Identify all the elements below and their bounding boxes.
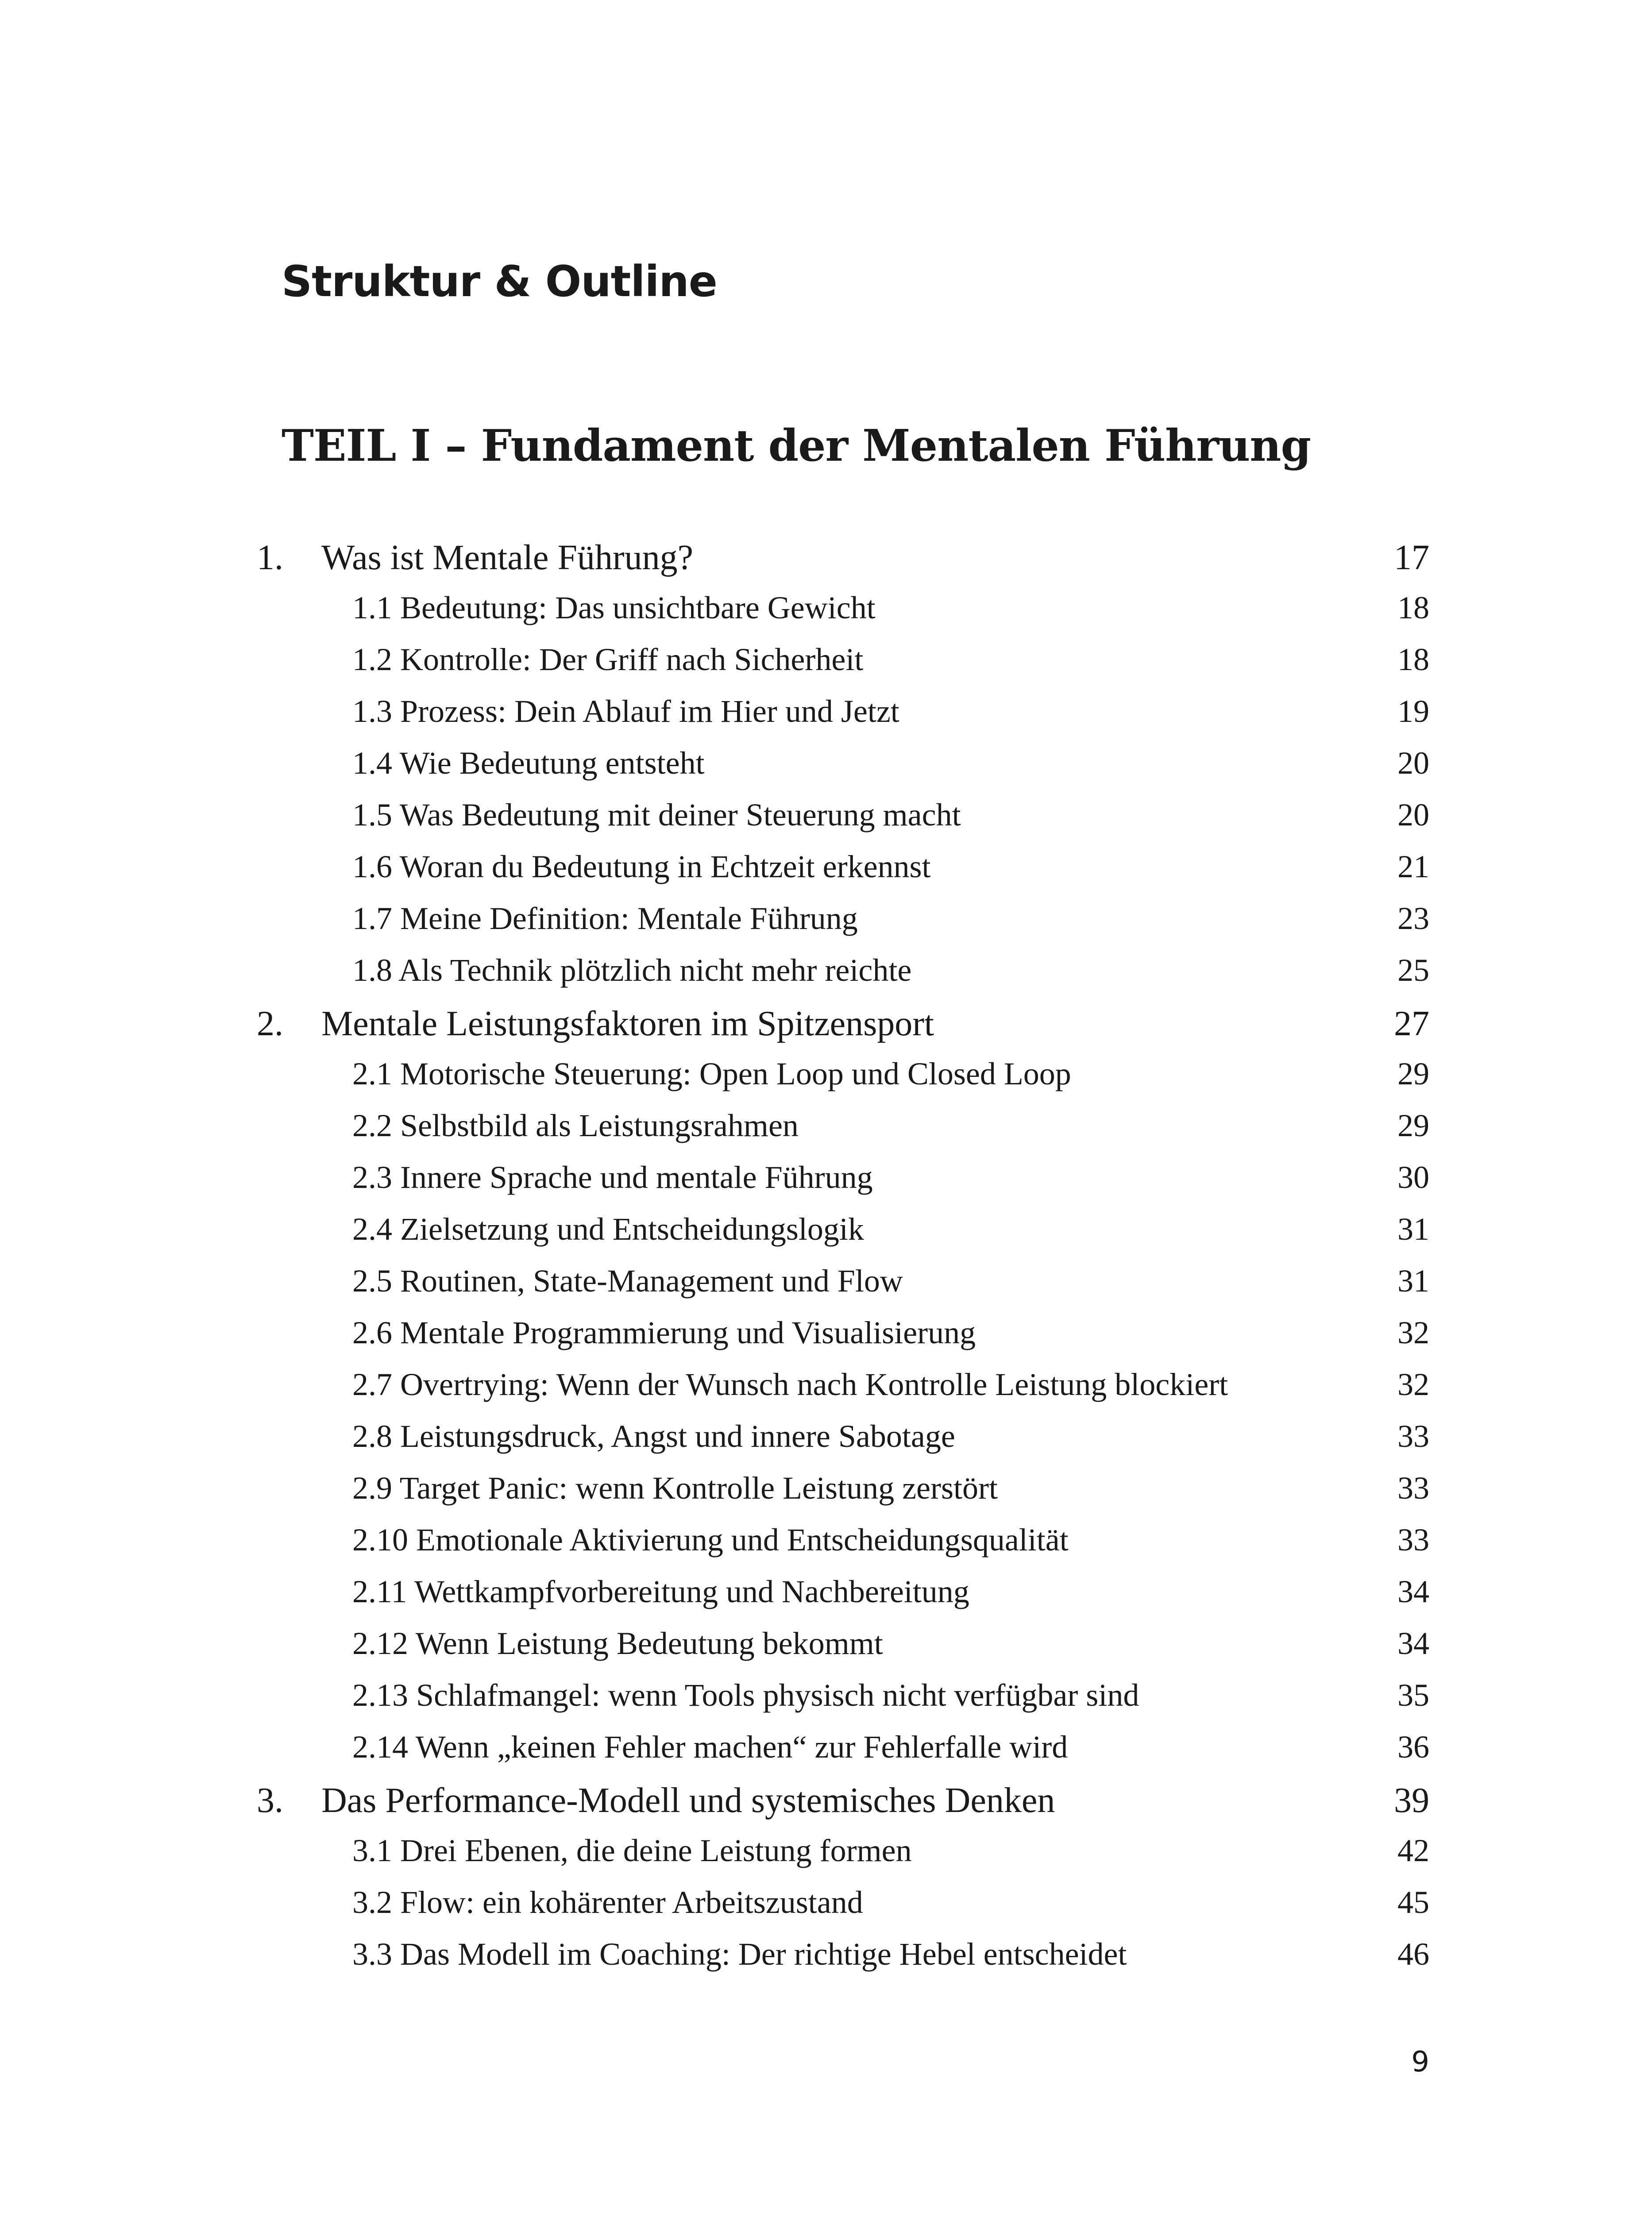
toc-entry-title: 3.1 Drei Ebenen, die deine Leistung formen (352, 1833, 912, 1868)
toc-entry-title: 2.14 Wenn „keinen Fehler machen“ zur Fehlerfalle wird (352, 1729, 1068, 1765)
toc-page-number: 18 (1397, 590, 1429, 625)
toc-section-entry (0, 1884, 1652, 1935)
toc-section-entry (0, 1211, 1652, 1262)
toc-entry-title: 2.9 Target Panic: wenn Kontrolle Leistung zerstört (352, 1470, 998, 1506)
toc-section-entry (0, 1832, 1652, 1883)
toc-section-entry (0, 1470, 1652, 1521)
page-heading: Struktur & Outline (282, 257, 717, 306)
toc-chapter-number: 3. (257, 1781, 283, 1820)
toc-entry-title: Was ist Mentale Führung? (321, 538, 694, 577)
toc-entry-title: 2.4 Zielsetzung und Entscheidungslogik (352, 1211, 864, 1247)
toc-chapter-entry (0, 538, 1652, 589)
toc-page-number: 29 (1397, 1056, 1429, 1091)
toc-page-number: 33 (1397, 1522, 1429, 1558)
toc-chapter-number: 2. (257, 1004, 283, 1043)
toc-chapter-entry (0, 1781, 1652, 1831)
toc-entry-title: 2.12 Wenn Leistung Bedeutung bekommt (352, 1626, 883, 1661)
toc-section-entry (0, 1107, 1652, 1158)
toc-page-number: 20 (1397, 797, 1429, 833)
toc-section-entry (0, 693, 1652, 744)
toc-entry-title: 2.11 Wettkampfvorbereitung und Nachbereitung (352, 1574, 969, 1609)
toc-page-number: 39 (1394, 1781, 1429, 1820)
toc-section-entry (0, 797, 1652, 848)
toc-page-number: 25 (1397, 952, 1429, 988)
toc-entry-title: 3.3 Das Modell im Coaching: Der richtige Hebel entscheidet (352, 1936, 1127, 1972)
toc-entry-title: 1.8 Als Technik plötzlich nicht mehr reichte (352, 952, 912, 988)
page-number: 9 (1411, 2046, 1429, 2078)
toc-page-number: 19 (1397, 694, 1429, 729)
toc-page-number: 30 (1397, 1160, 1429, 1195)
toc-page-number: 23 (1397, 901, 1429, 936)
toc-section-entry (0, 745, 1652, 796)
toc-page-number: 34 (1397, 1574, 1429, 1609)
toc-page-number: 42 (1397, 1833, 1429, 1868)
toc-entry-title: 2.10 Emotionale Aktivierung und Entscheidungsqualität (352, 1522, 1069, 1558)
toc-entry-title: 2.8 Leistungsdruck, Angst und innere Sabotage (352, 1419, 955, 1454)
toc-section-entry (0, 1573, 1652, 1624)
toc-page-number: 32 (1397, 1315, 1429, 1350)
toc-entry-title: 2.3 Innere Sprache und mentale Führung (352, 1160, 873, 1195)
toc-section-entry (0, 900, 1652, 951)
toc-entry-title: 1.7 Meine Definition: Mentale Führung (352, 901, 858, 936)
toc-section-entry (0, 848, 1652, 899)
toc-entry-title: 2.1 Motorische Steuerung: Open Loop und Closed Loop (352, 1056, 1071, 1091)
toc-section-entry (0, 1159, 1652, 1210)
toc-entry-title: 2.7 Overtrying: Wenn der Wunsch nach Kontrolle Leistung blockiert (352, 1367, 1228, 1402)
toc-section-entry (0, 952, 1652, 1003)
toc-entry-title: 2.6 Mentale Programmierung und Visualisierung (352, 1315, 976, 1350)
toc-page-number: 34 (1397, 1626, 1429, 1661)
toc-entry-title: 3.2 Flow: ein kohärenter Arbeitszustand (352, 1885, 863, 1920)
toc-section-entry (0, 1936, 1652, 1987)
toc-section-entry (0, 1366, 1652, 1417)
toc-entry-title: 2.13 Schlafmangel: wenn Tools physisch nicht verfügbar sind (352, 1677, 1139, 1713)
toc-section-entry (0, 590, 1652, 640)
toc-page-number: 45 (1397, 1885, 1429, 1920)
toc-section-entry (0, 1263, 1652, 1314)
toc-section-entry (0, 1056, 1652, 1106)
toc-entry-title: 1.5 Was Bedeutung mit deiner Steuerung macht (352, 797, 961, 833)
toc-entry-title: 2.2 Selbstbild als Leistungsrahmen (352, 1108, 799, 1143)
toc-page-number: 18 (1397, 642, 1429, 677)
toc-section-entry (0, 1677, 1652, 1728)
toc-page-number: 35 (1397, 1677, 1429, 1713)
toc-section-entry (0, 1418, 1652, 1469)
toc-section-entry (0, 641, 1652, 692)
toc-entry-title: 1.1 Bedeutung: Das unsichtbare Gewicht (352, 590, 876, 625)
toc-page-number: 17 (1394, 538, 1429, 577)
toc-page-number: 36 (1397, 1729, 1429, 1765)
toc-entry-title: 1.6 Woran du Bedeutung in Echtzeit erkennst (352, 849, 931, 884)
toc-entry-title: Mentale Leistungsfaktoren im Spitzensport (321, 1004, 934, 1043)
toc-page-number: 46 (1397, 1936, 1429, 1972)
toc-section-entry (0, 1315, 1652, 1365)
toc-entry-title: 1.2 Kontrolle: Der Griff nach Sicherheit (352, 642, 864, 677)
toc-page-number: 27 (1394, 1004, 1429, 1043)
toc-page-number: 21 (1397, 849, 1429, 884)
toc-section-entry (0, 1522, 1652, 1573)
toc-section-entry (0, 1729, 1652, 1780)
part-title: TEIL I – Fundament der Mentalen Führung (282, 420, 1311, 471)
toc-page-number: 29 (1397, 1108, 1429, 1143)
toc-page-number: 33 (1397, 1419, 1429, 1454)
toc-chapter-entry (0, 1004, 1652, 1055)
toc-page-number: 31 (1397, 1263, 1429, 1299)
toc-entry-title: 1.4 Wie Bedeutung entsteht (352, 745, 705, 781)
toc-section-entry (0, 1625, 1652, 1676)
toc-entry-title: Das Performance-Modell und systemisches Denken (321, 1781, 1055, 1820)
toc-page-number: 31 (1397, 1211, 1429, 1247)
toc-page-number: 20 (1397, 745, 1429, 781)
toc-entry-title: 1.3 Prozess: Dein Ablauf im Hier und Jetzt (352, 694, 899, 729)
toc-page-number: 32 (1397, 1367, 1429, 1402)
toc-page-number: 33 (1397, 1470, 1429, 1506)
toc-chapter-number: 1. (257, 538, 283, 577)
toc-entry-title: 2.5 Routinen, State-Management und Flow (352, 1263, 903, 1299)
